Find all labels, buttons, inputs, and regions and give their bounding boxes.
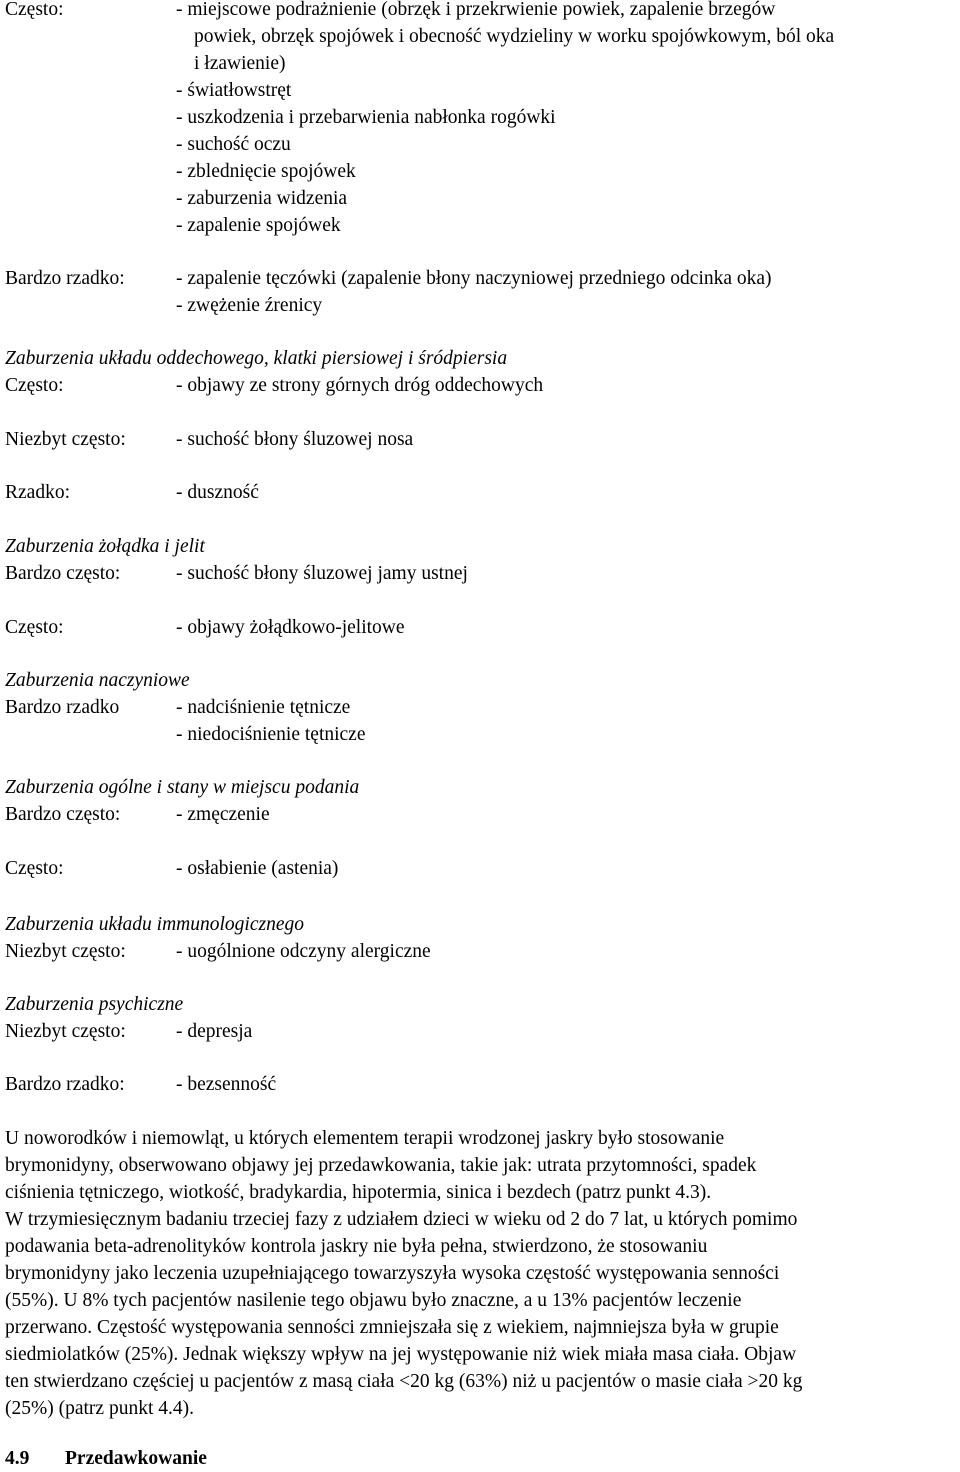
section-heading-gastrointestinal: Zaburzenia żołądka i jelit	[5, 536, 205, 557]
paragraph-line: przerwano. Częstość występowania senności zmniejszała się z wiekiem, najmniejsza była w grupie	[5, 1317, 779, 1338]
paragraph-line: ciśnienia tętniczego, wiotkość, bradykardia, hipotermia, sinica i bezdech (patrz punkt 4.3).	[5, 1182, 712, 1203]
adverse-effect-item: - zwężenie źrenicy	[176, 295, 323, 316]
section-title-text: Przedawkowanie	[65, 1448, 207, 1469]
section-heading-general: Zaburzenia ogólne i stany w miejscu podania	[5, 777, 360, 798]
adverse-effect-item: - zaburzenia widzenia	[176, 188, 348, 209]
adverse-effect-item: - światłowstręt	[176, 80, 292, 101]
adverse-effect-item: - zapalenie spojówek	[176, 215, 341, 236]
adverse-effect-item: - nadciśnienie tętnicze	[176, 697, 351, 718]
frequency-label: Często:	[5, 858, 64, 879]
paragraph-line: W trzymiesięcznym badaniu trzeciej fazy z udziałem dzieci w wieku od 2 do 7 lat, u których pomimo	[5, 1209, 798, 1230]
frequency-label: Bardzo często:	[5, 804, 121, 825]
frequency-label: Bardzo często:	[5, 563, 121, 584]
adverse-effect-item: - bezsenność	[176, 1074, 277, 1095]
section-number: 4.9	[5, 1448, 30, 1469]
adverse-effect-item: - suchość błony śluzowej jamy ustnej	[176, 563, 468, 584]
adverse-effect-item-continued: powiek, obrzęk spojówek i obecność wydzieliny w worku spojówkowym, ból oka	[194, 26, 835, 47]
adverse-effect-item-continued: i łzawienie)	[194, 53, 286, 74]
paragraph-line: U noworodków i niemowląt, u których elementem terapii wrodzonej jaskry było stosowanie	[5, 1128, 725, 1149]
paragraph-line: (55%). U 8% tych pacjentów nasilenie tego objawu było znaczne, a u 13% pacjentów leczenie	[5, 1290, 742, 1311]
paragraph-line: siedmiolatków (25%). Jednak większy wpływ na jej występowanie niż wiek miała masa ciała. Objaw	[5, 1344, 797, 1365]
adverse-effect-item: - zblednięcie spojówek	[176, 161, 356, 182]
frequency-label: Często:	[5, 375, 64, 396]
paragraph-line: brymonidyny jako leczenia uzupełniającego towarzyszyła wysoka częstość występowania senności	[5, 1263, 780, 1284]
adverse-effect-item: - duszność	[176, 482, 259, 503]
adverse-effect-item: - uogólnione odczyny alergiczne	[176, 941, 431, 962]
adverse-effect-item: - zmęczenie	[176, 804, 270, 825]
frequency-label: Niezbyt często:	[5, 941, 126, 962]
paragraph-line: ten stwierdzano częściej u pacjentów z masą ciała <20 kg (63%) niż u pacjentów o masie ciała >20 kg	[5, 1371, 803, 1392]
paragraph-line: podawania beta-adrenolityków kontrola jaskry nie była pełna, stwierdzono, że stosowaniu	[5, 1236, 708, 1257]
adverse-effect-item: - miejscowe podrażnienie (obrzęk i przekrwienie powiek, zapalenie brzegów	[176, 0, 776, 20]
section-heading-vascular: Zaburzenia naczyniowe	[5, 670, 190, 691]
frequency-label: Niezbyt często:	[5, 1021, 126, 1042]
adverse-effect-item: - suchość oczu	[176, 134, 291, 155]
adverse-effect-item: - depresja	[176, 1021, 253, 1042]
section-heading-respiratory: Zaburzenia układu oddechowego, klatki piersiowej i śródpiersia	[5, 348, 508, 369]
paragraph-line: (25%) (patrz punkt 4.4).	[5, 1398, 194, 1419]
adverse-effect-item: - objawy ze strony górnych dróg oddechowych	[176, 375, 544, 396]
adverse-effect-item: - uszkodzenia i przebarwienia nabłonka rogówki	[176, 107, 556, 128]
frequency-label: Często:	[5, 0, 64, 20]
section-heading-psychiatric: Zaburzenia psychiczne	[5, 994, 184, 1015]
frequency-label: Często:	[5, 617, 64, 638]
paragraph-line: brymonidyny, obserwowano objawy jej przedawkowania, takie jak: utrata przytomności, spadek	[5, 1155, 757, 1176]
adverse-effect-item: - niedociśnienie tętnicze	[176, 724, 366, 745]
adverse-effect-item: - suchość błony śluzowej nosa	[176, 429, 414, 450]
adverse-effect-item: - zapalenie tęczówki (zapalenie błony naczyniowej przedniego odcinka oka)	[176, 268, 772, 289]
frequency-label: Bardzo rzadko:	[5, 1074, 125, 1095]
section-heading-immune: Zaburzenia układu immunologicznego	[5, 914, 304, 935]
adverse-effect-item: - objawy żołądkowo-jelitowe	[176, 617, 405, 638]
frequency-label: Bardzo rzadko:	[5, 268, 125, 289]
frequency-label: Rzadko:	[5, 482, 70, 503]
frequency-label: Bardzo rzadko	[5, 697, 120, 718]
frequency-label: Niezbyt często:	[5, 429, 126, 450]
adverse-effect-item: - osłabienie (astenia)	[176, 858, 339, 879]
